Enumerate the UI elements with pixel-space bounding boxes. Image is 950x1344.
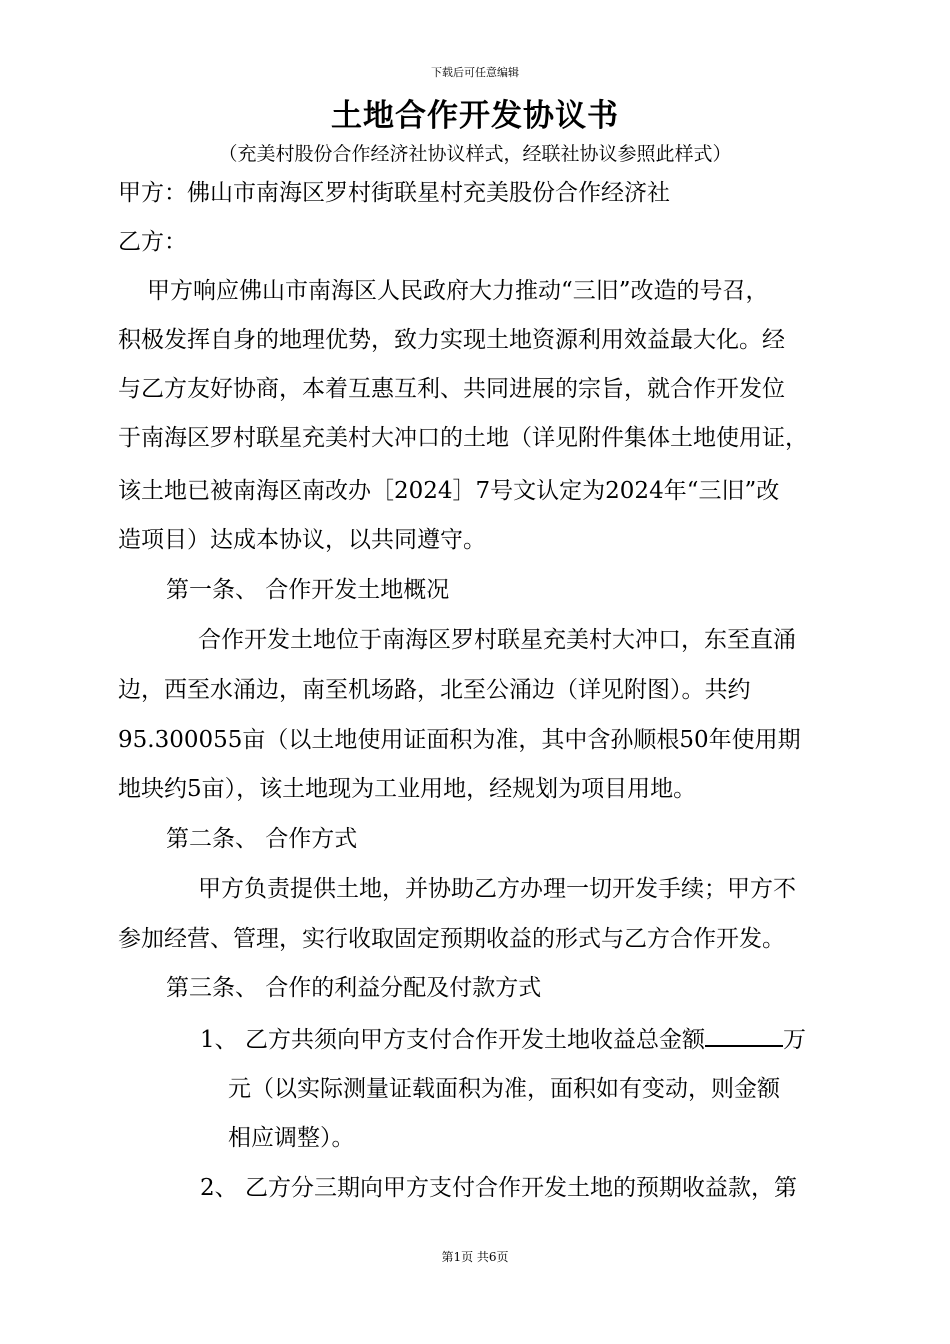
article-1-line: 地块约5亩），该土地现为工业用地，经规划为项目用地。 — [118, 776, 697, 802]
header-note: 下载后可任意编辑 — [431, 66, 519, 79]
article-3-item-1-line: 元（以实际测量证载面积为准，面积如有变动，则金额 — [228, 1076, 780, 1102]
article-3-item-1-unit: 万 — [782, 1027, 806, 1053]
intro-line: 于南海区罗村联星充美村大冲口的土地（详见附件集体土地使用证， — [118, 425, 808, 451]
intro-line: 该土地已被南海区南改办［2024］7号文认定为2024年“三旧”改 — [118, 478, 780, 504]
page-indicator: 第1页 共6页 — [441, 1250, 509, 1264]
party-b: 乙方： — [118, 229, 187, 255]
article-1-line: 边，西至水涌边，南至机场路，北至公涌边（详见附图）。共约 — [118, 677, 751, 703]
article-3-item-1-line: 相应调整）。 — [228, 1125, 355, 1151]
article-1-heading: 第一条、 合作开发土地概况 — [166, 577, 450, 603]
intro-line: 与乙方友好协商，本着互惠互利、共同进展的宗旨，就合作开发位 — [118, 376, 785, 402]
article-1-line: 合作开发土地位于南海区罗村联星充美村大冲口，东至直涌 — [198, 627, 796, 653]
article-3-item-2: 2、 乙方分三期向甲方支付合作开发土地的预期收益款，第 — [200, 1175, 797, 1201]
document-title: 土地合作开发协议书 — [331, 98, 619, 134]
article-2-line: 甲方负责提供土地，并协助乙方办理一切开发手续；甲方不 — [198, 876, 796, 902]
article-1-line: 95.300055亩（以土地使用证面积为准，其中含孙顺根50年使用期 — [118, 727, 801, 753]
document-subtitle: （充美村股份合作经济社协议样式，经联社协议参照此样式） — [218, 143, 732, 165]
article-3-item-1-text: 1、 乙方共须向甲方支付合作开发土地收益总金额 — [200, 1027, 705, 1053]
intro-line: 造项目）达成本协议，以共同遵守。 — [118, 527, 486, 553]
intro-line: 积极发挥自身的地理优势，致力实现土地资源利用效益最大化。经 — [118, 327, 785, 353]
article-3-item-1 — [200, 1023, 806, 1056]
amount-blank — [705, 1023, 783, 1047]
article-3-heading: 第三条、 合作的利益分配及付款方式 — [166, 975, 542, 1001]
party-a: 甲方：佛山市南海区罗村街联星村充美股份合作经济社 — [118, 180, 670, 206]
intro-line: 甲方响应佛山市南海区人民政府大力推动“三旧”改造的号召， — [147, 278, 769, 304]
article-2-heading: 第二条、 合作方式 — [166, 826, 358, 852]
article-2-line: 参加经营、管理，实行收取固定预期收益的形式与乙方合作开发。 — [118, 926, 785, 952]
